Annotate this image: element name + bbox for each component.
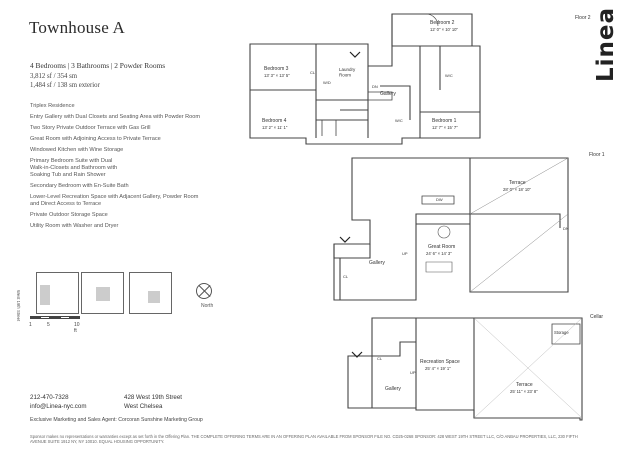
recreation-label: Recreation Space [420, 359, 460, 365]
up-floor1-label: UP [402, 251, 408, 256]
scale-label-5: 5 [47, 322, 50, 328]
bedroom2-dim: 12' 0" × 10' 10" [430, 27, 458, 32]
north-label: North [201, 303, 214, 309]
page-title: Townhouse A [29, 18, 125, 37]
feature-item: Triplex Residence [30, 103, 75, 109]
feature-item: Private Outdoor Storage Space [30, 212, 108, 218]
cl-floor2-label: CL [310, 70, 316, 75]
wic-label: W/C [445, 73, 453, 78]
unit-summary: 4 Bedrooms | 3 Bathrooms | 2 Powder Rooms [30, 61, 166, 70]
feature-item: Great Room with Adjoining Access to Private Terrace [30, 136, 161, 142]
address-line2: West Chelsea [124, 402, 163, 410]
entry-chevron-icon [340, 237, 350, 242]
great-room-label: Great Room [428, 244, 456, 250]
interior-area: 3,812 sf / 354 sm [30, 73, 78, 80]
cl-cellar-label: CL [377, 356, 383, 361]
storage-label: Storage [554, 330, 569, 335]
wic2-label: W/C [395, 118, 403, 123]
recreation-dim: 25' 4" × 19' 1" [425, 366, 451, 371]
street-label: West 19th Street [16, 290, 21, 322]
sales-agent: Exclusive Marketing and Sales Agent: Corcoran Sunshine Marketing Group [30, 417, 203, 423]
legal-disclaimer: Sponsor makes no representations or warranties except as set forth in the Offering Plan. THE COMPLETE OFFERING TERMS ARE IN AN OFFERING PLAN AVAILABLE FROM SPONSOR FILE NO. CD25-0268 SPONSOR: 428 WEST 19TH STREET LLC, C/O ANBAU PROPERTIES, LLC, 230 FIFTH AVENUE SUITE 1912 NY, NY 10010. EQUAL HOUSING OPPORTUNITY. [30, 434, 578, 445]
email-link[interactable]: info@Linea-nyc.com [30, 402, 87, 410]
feature-list [30, 103, 240, 234]
entry-chevron-icon [350, 52, 360, 57]
scale-label-1: 1 [29, 322, 32, 328]
feature-item: Lower-Level Recreation Space with Adjacent Gallery, Powder Room and Direct Access to Terrace [30, 194, 199, 207]
cellar-plan [348, 318, 582, 420]
address [124, 394, 182, 411]
terrace1-dim: 28' 0" × 18' 10" [503, 187, 531, 192]
dn-floor1-label: DN [563, 226, 569, 231]
floor1-label: Floor 1 [589, 152, 605, 158]
floor2-label: Floor 2 [575, 15, 591, 21]
feature-item: Secondary Bedroom with En-Suite Bath [30, 183, 129, 189]
gallery-cellar-label: Gallery [385, 386, 401, 392]
logo-text: Linea [593, 6, 619, 82]
cellar-label: Cellar [590, 314, 604, 320]
key-plan-cellar [36, 272, 79, 314]
cl-floor1-label: CL [343, 274, 349, 279]
key-plan-floor2 [129, 272, 172, 314]
great-room-dim: 24' 6" × 14' 3" [426, 251, 452, 256]
wd-label: W/D [323, 80, 331, 85]
bedroom3-label: Bedroom 3 [264, 66, 289, 72]
terrace2-dim: 25' 11" × 23' 8" [510, 389, 538, 394]
feature-item: Utility Room with Washer and Dryer [30, 223, 119, 229]
terrace2-label: Terrace [516, 382, 533, 388]
bedroom4-dim: 13' 2" × 11' 1" [262, 125, 288, 130]
bedroom2-label: Bedroom 2 [430, 20, 455, 26]
key-plan-floor1 [81, 272, 124, 314]
bedroom1-label: Bedroom 1 [432, 118, 457, 124]
contact-info [30, 394, 87, 411]
up-cellar-label: UP [410, 370, 416, 375]
compass-icon [196, 283, 212, 299]
floor-plans [240, 0, 640, 460]
laundry-label: Laundry Room [339, 67, 356, 78]
address-line1: 428 West 19th Street [124, 394, 183, 401]
feature-item: Two Story Private Outdoor Terrace with Gas Grill [30, 125, 151, 131]
bedroom1-dim: 12' 7" × 15' 7" [432, 125, 458, 130]
feature-item: Primary Bedroom Suite with Dual Walk-in-Closets and Bathroom with Soaking Tub and Rain Shower [30, 158, 118, 178]
terrace1-label: Terrace [509, 180, 526, 186]
gallery1-label: Gallery [369, 260, 385, 266]
feature-item: Windowed Kitchen with Wine Storage [30, 147, 124, 153]
exterior-area: 1,484 sf / 138 sm exterior [30, 82, 100, 89]
gallery2-label: Gallery [380, 91, 396, 97]
dw-label: DW [436, 197, 443, 202]
scale-label-10: 10 ft [74, 322, 80, 334]
dn-floor2-label: DN [372, 84, 378, 89]
phone-link[interactable]: 212-470-7328 [30, 394, 69, 401]
floor-plan-drawing [240, 0, 640, 460]
bedroom3-dim: 13' 3" × 13' 5" [264, 73, 290, 78]
floor1-plan [334, 158, 568, 300]
bedroom4-label: Bedroom 4 [262, 118, 287, 124]
feature-item: Entry Gallery with Dual Closets and Seating Area with Powder Room [30, 114, 201, 120]
